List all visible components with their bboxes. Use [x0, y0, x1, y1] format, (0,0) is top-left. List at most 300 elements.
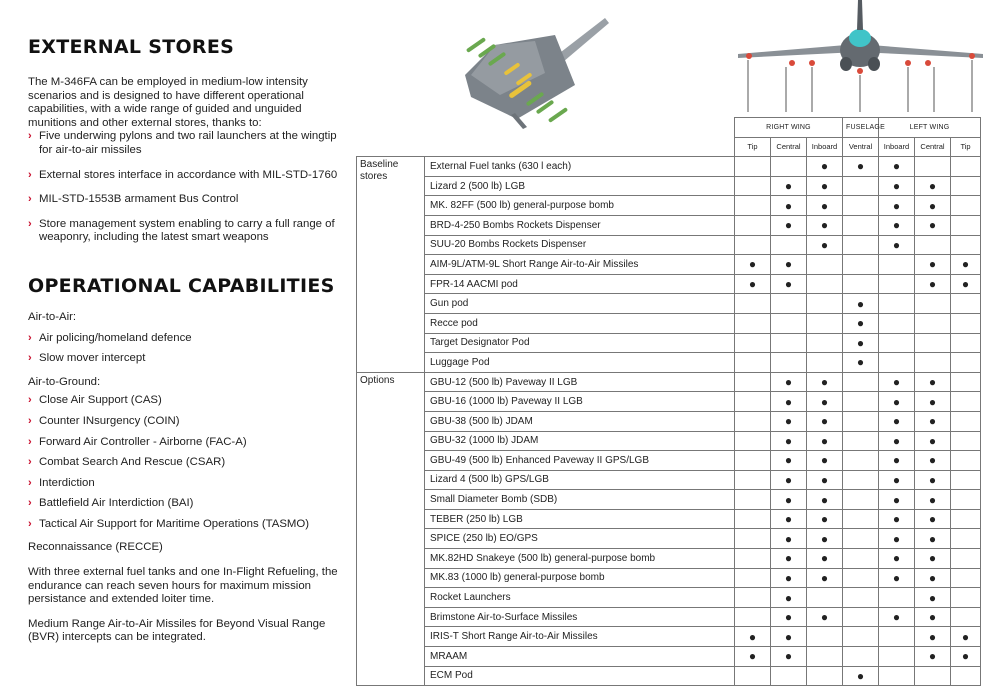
bvr-text: Medium Range Air-to-Air Missiles for Beyond Visual Range (BVR) intercepts can be integrated.	[28, 617, 326, 644]
air-to-air-list	[28, 332, 353, 366]
station-mark: ●	[915, 196, 951, 216]
station-mark: ●	[807, 490, 843, 510]
list-item: › Slow mover intercept	[28, 352, 146, 365]
station-mark: ●	[879, 235, 915, 255]
station-mark: ●	[879, 568, 915, 588]
station-empty	[951, 196, 981, 216]
station-empty	[843, 647, 879, 667]
store-name: MK. 82FF (500 lb) general-purpose bomb	[425, 196, 735, 216]
section-label: Options	[357, 372, 425, 686]
station-mark: ●	[807, 411, 843, 431]
stores-table-body	[357, 157, 981, 686]
store-name: FPR-14 AACMI pod	[425, 274, 735, 294]
station-empty	[951, 509, 981, 529]
station-empty	[735, 157, 771, 177]
station-mark: ●	[879, 372, 915, 392]
station-mark: ●	[771, 568, 807, 588]
table-row	[357, 549, 981, 569]
store-name: Recce pod	[425, 313, 735, 333]
external-stores-list	[28, 130, 353, 245]
operational-title: OPERATIONAL CAPABILITIES	[28, 274, 335, 297]
external-stores-title: EXTERNAL STORES	[28, 36, 235, 58]
station-empty	[771, 333, 807, 353]
station-empty	[807, 313, 843, 333]
station-empty	[879, 274, 915, 294]
station-empty	[807, 294, 843, 314]
station-empty	[735, 294, 771, 314]
store-name: Small Diameter Bomb (SDB)	[425, 490, 735, 510]
station-mark: ●	[915, 549, 951, 569]
station-mark: ●	[807, 196, 843, 216]
station-empty	[735, 549, 771, 569]
station-empty	[951, 235, 981, 255]
store-name: Rocket Launchers	[425, 588, 735, 608]
list-item: › Store management system enabling to carry a full range of weaponry, including the latest smart weapons	[28, 217, 335, 244]
station-mark: ●	[807, 451, 843, 471]
station-mark: ●	[879, 176, 915, 196]
table-row	[357, 392, 981, 412]
list-item: › Five underwing pylons and two rail launchers at the wingtip for air-to-air missiles	[28, 130, 337, 156]
station-mark: ●	[879, 529, 915, 549]
station-empty	[735, 235, 771, 255]
station-empty	[951, 176, 981, 196]
list-item: › Tactical Air Support for Maritime Operations (TASMO)	[28, 517, 310, 530]
station-mark: ●	[771, 529, 807, 549]
station-empty	[951, 215, 981, 235]
station-empty	[951, 333, 981, 353]
station-empty	[951, 568, 981, 588]
aircraft-frontview-illustration	[738, 0, 983, 118]
station-mark: ●	[771, 176, 807, 196]
chevron-right-icon: ›	[28, 168, 32, 181]
table-row	[357, 157, 981, 177]
table-row	[357, 529, 981, 549]
station-empty	[771, 157, 807, 177]
col-header: Inboard	[807, 137, 843, 157]
station-empty	[735, 470, 771, 490]
station-mark: ●	[879, 549, 915, 569]
station-empty	[951, 666, 981, 686]
station-mark: ●	[879, 392, 915, 412]
station-empty	[771, 235, 807, 255]
station-mark: ●	[771, 274, 807, 294]
station-empty	[843, 274, 879, 294]
table-row	[357, 666, 981, 686]
station-mark: ●	[879, 157, 915, 177]
station-empty	[951, 372, 981, 392]
station-mark: ●	[879, 196, 915, 216]
store-name: External Fuel tanks (630 l each)	[425, 157, 735, 177]
table-row	[357, 333, 981, 353]
station-empty	[951, 470, 981, 490]
table-row	[357, 627, 981, 647]
station-empty	[951, 392, 981, 412]
list-item: › Battlefield Air Interdiction (BAI)	[28, 497, 194, 510]
station-empty	[807, 274, 843, 294]
station-empty	[879, 333, 915, 353]
store-name: GBU-49 (500 lb) Enhanced Paveway II GPS/LGB	[425, 451, 735, 471]
group-fuselage: FUSELAGE	[843, 118, 879, 138]
recce-label: Reconnaissance (RECCE)	[28, 541, 163, 554]
station-mark: ●	[807, 529, 843, 549]
station-empty	[843, 392, 879, 412]
station-empty	[735, 607, 771, 627]
list-item: › Forward Air Controller - Airborne (FAC-A)	[28, 435, 247, 448]
table-row	[357, 196, 981, 216]
col-header: Central	[771, 137, 807, 157]
table-row	[357, 215, 981, 235]
station-empty	[735, 529, 771, 549]
station-mark: ●	[771, 411, 807, 431]
chevron-right-icon: ›	[28, 497, 32, 510]
col-header: Central	[915, 137, 951, 157]
station-empty	[807, 647, 843, 667]
station-mark: ●	[807, 431, 843, 451]
station-mark: ●	[915, 529, 951, 549]
station-empty	[735, 333, 771, 353]
station-empty	[915, 353, 951, 373]
chevron-right-icon: ›	[28, 217, 32, 230]
station-mark: ●	[807, 157, 843, 177]
station-mark: ●	[771, 215, 807, 235]
store-name: Lizard 4 (500 lb) GPS/LGB	[425, 470, 735, 490]
station-empty	[807, 353, 843, 373]
station-mark: ●	[879, 470, 915, 490]
station-empty	[951, 607, 981, 627]
station-empty	[879, 627, 915, 647]
station-mark: ●	[879, 451, 915, 471]
station-mark: ●	[735, 627, 771, 647]
table-row	[357, 451, 981, 471]
store-name: Target Designator Pod	[425, 333, 735, 353]
endurance-text: With three external fuel tanks and one In-Flight Refueling, the endurance can reach seven hours for maximum mission persistance and extended loiter time.	[28, 566, 338, 606]
station-mark: ●	[879, 607, 915, 627]
station-empty	[915, 666, 951, 686]
chevron-right-icon: ›	[28, 435, 32, 448]
store-name: GBU-32 (1000 lb) JDAM	[425, 431, 735, 451]
station-empty	[843, 235, 879, 255]
list-item: › Close Air Support (CAS)	[28, 394, 162, 407]
store-name: BRD-4-250 Bombs Rockets Dispenser	[425, 215, 735, 235]
station-empty	[735, 372, 771, 392]
table-row	[357, 607, 981, 627]
station-empty	[843, 588, 879, 608]
store-name: IRIS-T Short Range Air-to-Air Missiles	[425, 627, 735, 647]
station-empty	[843, 451, 879, 471]
station-mark: ●	[915, 392, 951, 412]
air-to-ground-list	[28, 394, 353, 531]
station-empty	[843, 470, 879, 490]
table-row	[357, 274, 981, 294]
store-name: TEBER (250 lb) LGB	[425, 509, 735, 529]
station-mark: ●	[807, 607, 843, 627]
station-empty	[843, 627, 879, 647]
stores-table-wrap	[356, 117, 981, 686]
station-empty	[735, 490, 771, 510]
station-empty	[951, 294, 981, 314]
station-empty	[879, 353, 915, 373]
group-right-wing: RIGHT WING	[735, 118, 843, 138]
station-mark: ●	[771, 255, 807, 275]
chevron-right-icon: ›	[28, 394, 32, 407]
store-name: SPICE (250 lb) EO/GPS	[425, 529, 735, 549]
station-empty	[879, 255, 915, 275]
station-empty	[843, 215, 879, 235]
station-mark: ●	[915, 509, 951, 529]
station-empty	[879, 647, 915, 667]
station-mark: ●	[735, 647, 771, 667]
group-left-wing: LEFT WING	[879, 118, 981, 138]
store-name: MK.83 (1000 lb) general-purpose bomb	[425, 568, 735, 588]
store-name: GBU-16 (1000 lb) Paveway II LGB	[425, 392, 735, 412]
station-empty	[771, 313, 807, 333]
store-name: GBU-38 (500 lb) JDAM	[425, 411, 735, 431]
station-empty	[735, 568, 771, 588]
station-empty	[807, 627, 843, 647]
station-empty	[879, 313, 915, 333]
list-item: › Interdiction	[28, 476, 95, 489]
station-empty	[915, 157, 951, 177]
stores-table	[356, 117, 981, 686]
list-item: › External stores interface in accordance with MIL-STD-1760	[28, 168, 338, 181]
station-mark: ●	[807, 549, 843, 569]
left-column	[28, 36, 353, 645]
station-empty	[915, 333, 951, 353]
col-header: Ventral	[843, 137, 879, 157]
station-empty	[951, 451, 981, 471]
store-name: SUU-20 Bombs Rockets Dispenser	[425, 235, 735, 255]
station-empty	[951, 529, 981, 549]
chevron-right-icon: ›	[28, 517, 32, 530]
station-empty	[951, 490, 981, 510]
station-mark: ●	[879, 509, 915, 529]
table-row	[357, 313, 981, 333]
station-empty	[951, 157, 981, 177]
station-mark: ●	[771, 627, 807, 647]
station-empty	[843, 431, 879, 451]
station-mark: ●	[915, 627, 951, 647]
external-stores-intro: The M-346FA can be employed in medium-low intensity scenarios and is designed to have different operational capabilities, with a wide range of guided and unguided munitions and other external stores, thanks to:	[28, 76, 308, 129]
list-item: › Counter INsurgency (COIN)	[28, 414, 180, 427]
station-mark: ●	[843, 333, 879, 353]
station-empty	[843, 196, 879, 216]
station-empty	[879, 294, 915, 314]
station-empty	[951, 588, 981, 608]
station-mark: ●	[915, 490, 951, 510]
station-empty	[843, 509, 879, 529]
chevron-right-icon: ›	[28, 414, 32, 427]
air-to-air-label: Air-to-Air:	[28, 310, 77, 323]
station-mark: ●	[771, 549, 807, 569]
station-empty	[843, 490, 879, 510]
store-name: Brimstone Air-to-Surface Missiles	[425, 607, 735, 627]
store-name: Lizard 2 (500 lb) LGB	[425, 176, 735, 196]
table-row	[357, 647, 981, 667]
station-mark: ●	[843, 157, 879, 177]
station-empty	[807, 666, 843, 686]
table-row	[357, 431, 981, 451]
station-empty	[807, 255, 843, 275]
col-header: Tip	[951, 137, 981, 157]
station-mark: ●	[843, 353, 879, 373]
station-mark: ●	[771, 607, 807, 627]
station-mark: ●	[915, 588, 951, 608]
station-empty	[735, 176, 771, 196]
station-mark: ●	[807, 235, 843, 255]
station-empty	[843, 255, 879, 275]
station-mark: ●	[915, 607, 951, 627]
station-mark: ●	[807, 215, 843, 235]
store-name: MK.82HD Snakeye (500 lb) general-purpose bomb	[425, 549, 735, 569]
station-empty	[843, 568, 879, 588]
table-row	[357, 353, 981, 373]
station-mark: ●	[807, 568, 843, 588]
station-mark: ●	[807, 372, 843, 392]
chevron-right-icon: ›	[28, 193, 32, 206]
station-empty	[951, 411, 981, 431]
station-mark: ●	[735, 255, 771, 275]
table-row	[357, 255, 981, 275]
station-mark: ●	[879, 431, 915, 451]
station-mark: ●	[915, 372, 951, 392]
table-row	[357, 176, 981, 196]
station-empty	[735, 411, 771, 431]
station-empty	[735, 509, 771, 529]
store-name: AIM-9L/ATM-9L Short Range Air-to-Air Missiles	[425, 255, 735, 275]
chevron-right-icon: ›	[28, 331, 32, 344]
list-item: › Combat Search And Rescue (CSAR)	[28, 456, 226, 469]
station-mark: ●	[807, 392, 843, 412]
station-mark: ●	[951, 627, 981, 647]
station-empty	[843, 176, 879, 196]
table-row	[357, 509, 981, 529]
station-empty	[843, 529, 879, 549]
station-mark: ●	[915, 215, 951, 235]
table-row	[357, 588, 981, 608]
station-mark: ●	[771, 470, 807, 490]
station-empty	[951, 313, 981, 333]
station-mark: ●	[915, 176, 951, 196]
station-mark: ●	[879, 411, 915, 431]
table-row	[357, 568, 981, 588]
station-mark: ●	[951, 255, 981, 275]
station-empty	[879, 666, 915, 686]
section-label: Baseline stores	[357, 157, 425, 373]
list-item: › MIL-STD-1553B armament Bus Control	[28, 193, 239, 206]
station-mark: ●	[771, 647, 807, 667]
store-name: Luggage Pod	[425, 353, 735, 373]
table-row	[357, 411, 981, 431]
group-header-row	[357, 118, 981, 138]
station-mark: ●	[771, 196, 807, 216]
station-mark: ●	[771, 509, 807, 529]
aircraft-topview-illustration	[455, 15, 615, 130]
station-mark: ●	[843, 666, 879, 686]
station-empty	[951, 353, 981, 373]
store-name: Gun pod	[425, 294, 735, 314]
station-mark: ●	[807, 176, 843, 196]
station-empty	[915, 235, 951, 255]
station-mark: ●	[915, 451, 951, 471]
table-row	[357, 470, 981, 490]
air-to-ground-label: Air-to-Ground:	[28, 375, 101, 388]
table-row	[357, 372, 981, 392]
station-mark: ●	[879, 490, 915, 510]
station-mark: ●	[771, 490, 807, 510]
station-mark: ●	[807, 509, 843, 529]
station-empty	[843, 411, 879, 431]
station-empty	[843, 372, 879, 392]
chevron-right-icon: ›	[28, 352, 32, 365]
store-name: ECM Pod	[425, 666, 735, 686]
station-empty	[735, 588, 771, 608]
station-empty	[843, 549, 879, 569]
station-mark: ●	[915, 274, 951, 294]
station-mark: ●	[843, 313, 879, 333]
station-empty	[735, 196, 771, 216]
station-mark: ●	[807, 470, 843, 490]
station-mark: ●	[771, 431, 807, 451]
store-name: GBU-12 (500 lb) Paveway II LGB	[425, 372, 735, 392]
station-empty	[735, 451, 771, 471]
station-empty	[771, 666, 807, 686]
col-header: Tip	[735, 137, 771, 157]
station-mark: ●	[915, 568, 951, 588]
station-mark: ●	[915, 431, 951, 451]
station-empty	[735, 353, 771, 373]
station-mark: ●	[735, 274, 771, 294]
chevron-right-icon: ›	[28, 130, 32, 143]
station-mark: ●	[879, 215, 915, 235]
table-row	[357, 490, 981, 510]
station-empty	[915, 294, 951, 314]
station-empty	[735, 313, 771, 333]
station-empty	[879, 588, 915, 608]
station-mark: ●	[951, 647, 981, 667]
station-empty	[771, 294, 807, 314]
list-item: › Air policing/homeland defence	[28, 331, 192, 344]
store-name: MRAAM	[425, 647, 735, 667]
station-mark: ●	[915, 255, 951, 275]
station-mark: ●	[771, 372, 807, 392]
station-mark: ●	[915, 647, 951, 667]
station-empty	[735, 392, 771, 412]
station-empty	[771, 353, 807, 373]
station-empty	[735, 215, 771, 235]
column-header-row	[357, 137, 981, 157]
station-mark: ●	[771, 451, 807, 471]
col-header: Inboard	[879, 137, 915, 157]
station-mark: ●	[951, 274, 981, 294]
station-empty	[843, 607, 879, 627]
station-empty	[951, 431, 981, 451]
station-empty	[807, 588, 843, 608]
station-empty	[807, 333, 843, 353]
station-mark: ●	[915, 411, 951, 431]
station-mark: ●	[843, 294, 879, 314]
station-empty	[735, 666, 771, 686]
station-empty	[915, 313, 951, 333]
table-row	[357, 235, 981, 255]
station-empty	[735, 431, 771, 451]
chevron-right-icon: ›	[28, 456, 32, 469]
station-mark: ●	[915, 470, 951, 490]
table-row	[357, 294, 981, 314]
station-mark: ●	[771, 588, 807, 608]
chevron-right-icon: ›	[28, 476, 32, 489]
station-mark: ●	[771, 392, 807, 412]
station-empty	[951, 549, 981, 569]
